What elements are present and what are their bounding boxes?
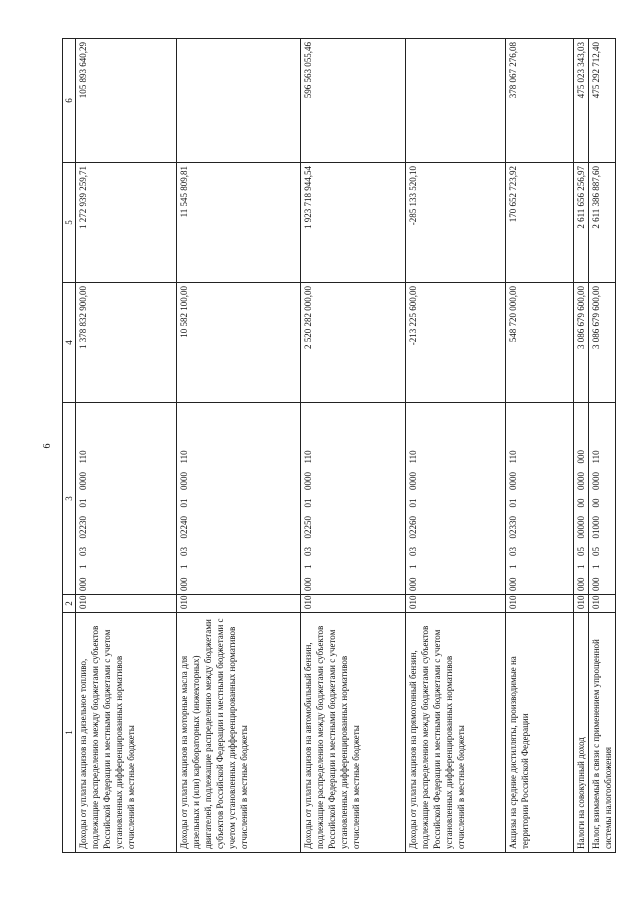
row-budget-code: 000 1 03 02240 01 0000 110 — [177, 403, 301, 595]
row-budget-code: 000 1 05 00000 00 0000 000 — [574, 403, 589, 595]
row-name: Доходы от уплаты акцизов на автомобильный бензин, подлежащие распределению между бюджетами субъектов Российской Федерации и местными бюджетами с учетом установленных дифференцированных нормативов отчислений в местные бюджеты — [301, 613, 406, 853]
row-name: Налог, взимаемый в связи с применением упрощенной системы налогообложения — [589, 613, 616, 853]
row-executed: 1 923 718 944,54 — [301, 163, 406, 283]
row-line-code: 010 — [406, 595, 506, 613]
row-budget-code: 000 1 03 02250 01 0000 110 — [301, 403, 406, 595]
header-cell: 5 — [63, 163, 76, 283]
row-unexecuted: 475 292 712,40 — [589, 39, 616, 163]
row-executed: 2 611 656 256,97 — [574, 163, 589, 283]
row-unexecuted: 105 893 640,29 — [76, 39, 177, 163]
row-budget-code: 000 1 03 02330 01 0000 110 — [506, 403, 574, 595]
table-row — [406, 39, 506, 853]
row-approved: 3 086 679 600,00 — [589, 283, 616, 403]
row-executed: -285 133 520,10 — [406, 163, 506, 283]
row-unexecuted: 378 067 276,08 — [506, 39, 574, 163]
table-row — [76, 39, 177, 853]
row-approved: 1 378 832 900,00 — [76, 283, 177, 403]
row-line-code: 010 — [177, 595, 301, 613]
row-line-code: 010 — [574, 595, 589, 613]
row-approved: 10 582 100,00 — [177, 283, 301, 403]
row-executed: 170 652 723,92 — [506, 163, 574, 283]
row-name: Доходы от уплаты акцизов на дизельное топливо, подлежащие распределению между бюджетами субъектов Российской Федерации и местными бюджетами с учетом установленных дифференцированных нормативов отчислений в местные бюджеты — [76, 613, 177, 853]
table-row — [177, 39, 301, 853]
table-row — [506, 39, 574, 853]
row-line-code: 010 — [301, 595, 406, 613]
header-cell: 2 — [63, 595, 76, 613]
row-name: Доходы от уплаты акцизов на моторные масла для дизельных и (или) карбюраторных (инжекторных) двигателей, подлежащие распределению между бюджетами субъектов Российской Федерации и местными бюджетами с учетом установленных дифференцированных нормативов отчислений в местные бюджеты — [177, 613, 301, 853]
row-approved: -213 225 600,00 — [406, 283, 506, 403]
header-cell: 1 — [63, 613, 76, 853]
row-unexecuted: 596 563 055,46 — [301, 39, 406, 163]
header-cell: 4 — [63, 283, 76, 403]
row-unexecuted: 475 023 343,03 — [574, 39, 589, 163]
table-row — [589, 39, 616, 853]
budget-table — [62, 38, 616, 853]
row-executed: 2 611 386 887,60 — [589, 163, 616, 283]
row-budget-code: 000 1 05 01000 00 0000 110 — [589, 403, 616, 595]
row-budget-code: 000 1 03 02260 01 0000 110 — [406, 403, 506, 595]
row-name: Акцизы на средние дистилляты, производимые на территории Российской Федерации — [506, 613, 574, 853]
header-row — [63, 39, 76, 853]
row-line-code: 010 — [506, 595, 574, 613]
row-unexecuted — [406, 39, 506, 163]
row-line-code: 010 — [589, 595, 616, 613]
row-executed: 11 545 809,81 — [177, 163, 301, 283]
row-unexecuted — [177, 39, 301, 163]
table-row — [301, 39, 406, 853]
page-number: 6 — [42, 443, 53, 449]
header-cell: 3 — [63, 403, 76, 595]
row-budget-code: 000 1 03 02230 01 0000 110 — [76, 403, 177, 595]
row-name: Налоги на совокупный доход — [574, 613, 589, 853]
row-approved: 548 720 000,00 — [506, 283, 574, 403]
header-cell: 6 — [63, 39, 76, 163]
row-executed: 1 272 939 259,71 — [76, 163, 177, 283]
rotated-page — [42, 39, 640, 853]
row-approved: 3 086 679 600,00 — [574, 283, 589, 403]
table-row — [574, 39, 589, 853]
row-approved: 2 520 282 000,00 — [301, 283, 406, 403]
row-name: Доходы от уплаты акцизов на прямогонный бензин, подлежащие распределению между бюджетами субъектов Российской Федерации и местными бюджетами с учетом установленных дифференцированных нормативов отчислений в местные бюджеты — [406, 613, 506, 853]
row-line-code: 010 — [76, 595, 177, 613]
